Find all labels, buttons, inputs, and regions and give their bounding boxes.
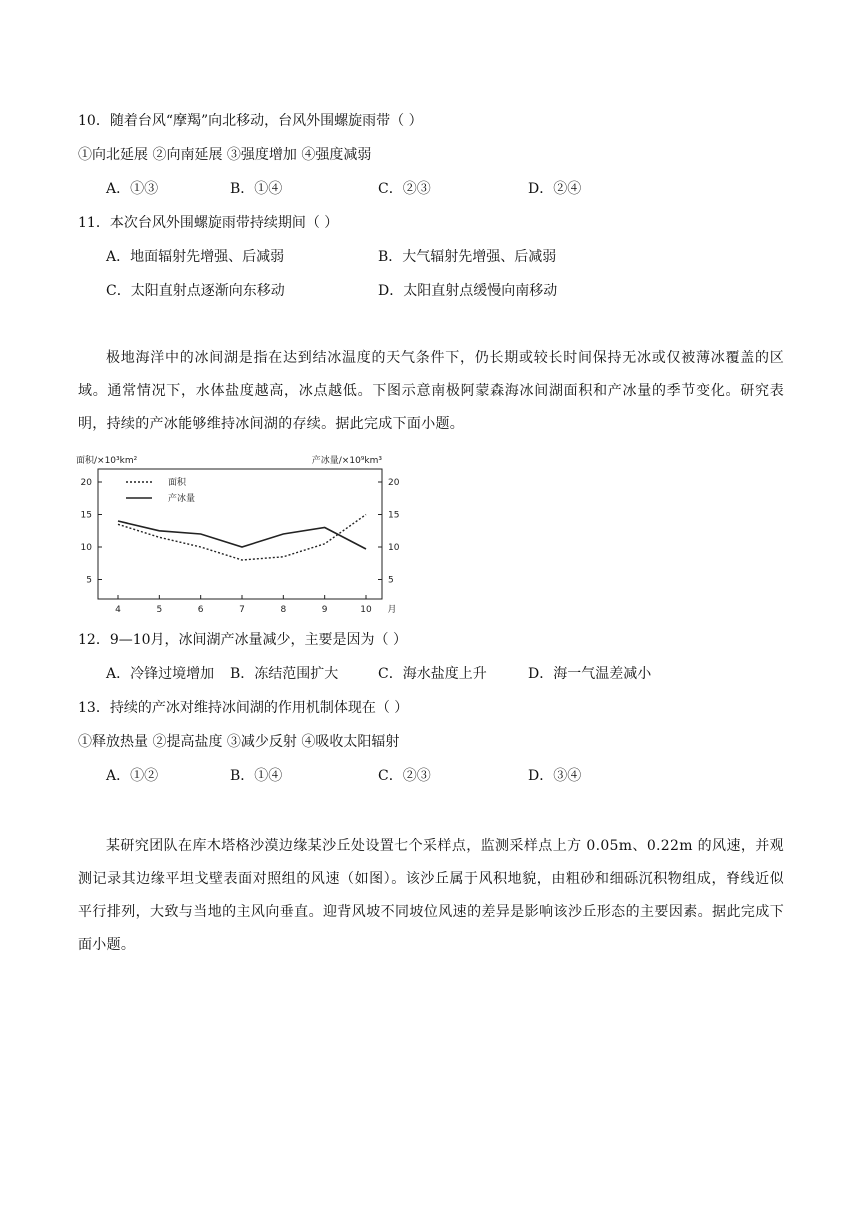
- q12-stem: 12．9—10月，冰间湖产冰量减少，主要是因为（ ）: [78, 632, 407, 648]
- passage-sand-dune: [78, 830, 784, 962]
- q12-option-c: C．海水盐度上升: [378, 666, 487, 682]
- q10-option-c: C．②③: [378, 181, 431, 197]
- x-tick-label: 7: [239, 605, 245, 615]
- y-tick-label-left: 15: [80, 510, 92, 521]
- x-tick-label: 9: [321, 605, 328, 615]
- q10-option-d: D．②④: [528, 181, 582, 197]
- q10-stem: 10．随着台风“摩羯”向北移动，台风外围螺旋雨带（ ）: [78, 113, 423, 129]
- y-tick-label-left: 20: [80, 478, 92, 488]
- passage-polynya: [78, 342, 784, 441]
- q13-option-b: B．①④: [230, 768, 283, 784]
- q10-option-b: B．①④: [230, 181, 283, 197]
- x-tick-label: 8: [280, 605, 287, 615]
- left-axis-label: 面积/×10³km²: [76, 456, 138, 466]
- legend-area-label: 面积: [168, 478, 187, 488]
- q11-option-c: C．太阳直射点逐渐向东移动: [106, 283, 285, 299]
- y-tick-label-right: 5: [388, 575, 394, 586]
- plot-frame: [98, 469, 382, 599]
- y-tick-label-right: 10: [388, 543, 400, 553]
- y-tick-label-left: 5: [86, 575, 92, 586]
- chart-legend: [126, 476, 195, 504]
- y-tick-label-right: 20: [388, 478, 400, 488]
- x-unit-label: 月: [387, 605, 397, 615]
- series-line-ice-production: [118, 521, 366, 549]
- series-line-area: [118, 515, 366, 561]
- q13-option-a: A．①②: [106, 768, 159, 784]
- q11-option-d: D．太阳直射点缓慢向南移动: [378, 283, 558, 299]
- q10-items: ①向北延展 ②向南延展 ③强度增加 ④强度减弱: [78, 147, 372, 163]
- q12-option-b: B．冻结范围扩大: [230, 666, 339, 682]
- q12-option-d: D．海一气温差减小: [528, 666, 652, 682]
- right-axis-label: 产冰量/×10⁹km³: [311, 456, 382, 466]
- q13-items: ①释放热量 ②提高盐度 ③减少反射 ④吸收太阳辐射: [78, 734, 400, 750]
- passage-polynya-text: 极地海洋中的冰间湖是指在达到结冰温度的天气条件下，仍长期或较长时间保持无冰或仅被薄冰覆盖的区域。通常情况下，水体盐度越高，冰点越低。下图示意南极阿蒙森海冰间湖面积和产冰量的季节变化。研究表明，持续的产冰能够维持冰间湖的存续。据此完成下面小题。: [78, 350, 784, 432]
- x-tick-label: 6: [197, 605, 204, 615]
- q13-option-c: C．②③: [378, 768, 431, 784]
- q13-stem: 13．持续的产冰对维持冰间湖的作用机制体现在（ ）: [78, 700, 409, 716]
- y-tick-label-right: 15: [388, 510, 400, 521]
- legend-ice-label: 产冰量: [168, 494, 196, 504]
- q11-stem: 11．本次台风外围螺旋雨带持续期间（ ）: [78, 215, 339, 231]
- q10-option-a: A．①③: [106, 181, 159, 197]
- x-tick-label: 5: [156, 605, 163, 615]
- x-tick-label: 4: [115, 605, 121, 615]
- q13-option-d: D．③④: [528, 768, 582, 784]
- x-tick-label: 10: [360, 605, 372, 615]
- y-tick-label-left: 10: [80, 543, 92, 553]
- q11-option-a: A．地面辐射先增强、后减弱: [106, 249, 285, 265]
- passage-sand-dune-text: 某研究团队在库木塔格沙漠边缘某沙丘处设置七个采样点，监测采样点上方 0.05m、0.22m 的风速，并观测记录其边缘平坦戈壁表面对照组的风速（如图）。该沙丘属于风积地貌，由粗砂和细砾沉积物组成，脊线近似平行排列，大致与当地的主风向垂直。迎背风坡不同坡位风速的差异是影响该沙丘形态的主要因素。据此完成下面小题。: [78, 838, 784, 953]
- q11-option-b: B．大气辐射先增强、后减弱: [378, 249, 557, 265]
- polynya-chart: [76, 452, 416, 620]
- q12-option-a: A．冷锋过境增加: [106, 666, 215, 682]
